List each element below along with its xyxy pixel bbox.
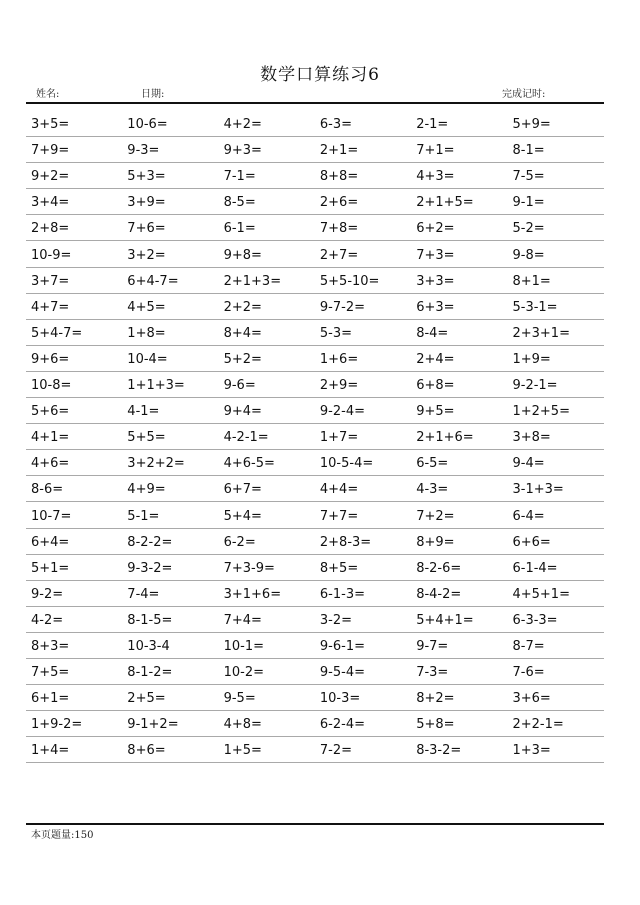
exercise-problem: 6+8= xyxy=(416,378,455,394)
exercise-problem: 9-8= xyxy=(512,247,545,263)
exercise-problem: 2+5= xyxy=(127,691,166,707)
exercise-problem: 2+3+1= xyxy=(512,325,570,341)
exercise-problem: 9-5-4= xyxy=(319,665,365,681)
exercise-problem: 1+7= xyxy=(319,430,359,446)
exercise-row xyxy=(26,163,604,189)
exercise-problem: 8-5= xyxy=(223,195,256,211)
exercise-row xyxy=(26,189,604,215)
exercise-row xyxy=(26,320,604,346)
exercise-problem: 7+3= xyxy=(416,247,455,263)
exercise-row xyxy=(26,685,604,711)
exercise-row xyxy=(26,607,604,633)
exercise-problem: 8-6= xyxy=(31,482,64,498)
exercise-problem: 8-2-2= xyxy=(127,534,173,550)
exercise-problem: 8-4-2= xyxy=(416,586,462,602)
exercise-problem: 3+2+2= xyxy=(127,456,185,472)
exercise-problem: 5-2= xyxy=(512,221,545,237)
exercise-problem: 2+2-1= xyxy=(512,717,564,733)
exercise-problem: 9-3-2= xyxy=(127,560,173,576)
exercise-problem: 6-1-4= xyxy=(512,560,558,576)
exercise-row xyxy=(26,581,604,607)
exercise-row xyxy=(26,137,604,163)
exercise-problem: 3-1+3= xyxy=(512,482,564,498)
exercise-problem: 7+9= xyxy=(31,143,70,159)
exercise-problem: 7+7= xyxy=(319,508,359,524)
exercise-problem: 6+1= xyxy=(31,691,70,707)
exercise-problem: 5+8= xyxy=(416,717,455,733)
exercise-problem: 5+1= xyxy=(31,560,70,576)
exercise-problem: 8+1= xyxy=(512,273,551,289)
exercise-problem: 8-1= xyxy=(512,143,545,159)
exercise-problem: 7-1= xyxy=(223,169,256,185)
exercise-row xyxy=(26,711,604,737)
exercise-problem: 9+5= xyxy=(416,404,455,420)
exercise-problem: 8-7= xyxy=(512,638,545,654)
exercise-problem: 7-6= xyxy=(512,665,545,681)
exercise-problem: 4+5= xyxy=(127,299,166,315)
exercise-problem: 3+6= xyxy=(512,691,551,707)
exercise-problem: 7+4= xyxy=(223,612,262,628)
exercise-problem: 9+8= xyxy=(223,247,262,263)
exercise-problem: 2+1= xyxy=(319,143,359,159)
exercise-problem: 4+3= xyxy=(416,169,455,185)
exercise-problem: 6+2= xyxy=(416,221,455,237)
exercise-problem: 4+1= xyxy=(31,430,70,446)
exercise-problem: 3+3= xyxy=(416,273,455,289)
exercise-row xyxy=(26,346,604,372)
exercise-problem: 10-2= xyxy=(223,665,264,681)
exercise-problem: 2-1= xyxy=(416,117,449,133)
exercise-problem: 8+4= xyxy=(223,325,262,341)
date-label: 日期: xyxy=(141,89,165,100)
exercise-problem: 9-1+2= xyxy=(127,717,179,733)
exercise-problem: 8+2= xyxy=(416,691,455,707)
exercise-problem: 9+3= xyxy=(223,143,262,159)
exercise-problem: 6+7= xyxy=(223,482,262,498)
exercise-problem: 9-2-1= xyxy=(512,378,558,394)
exercise-problem: 1+9= xyxy=(512,351,551,367)
exercise-problem: 9+2= xyxy=(31,169,70,185)
exercise-problem: 2+6= xyxy=(319,195,359,211)
exercise-row xyxy=(26,215,604,241)
exercise-problem: 5-1= xyxy=(127,508,160,524)
exercise-problem: 9-1= xyxy=(512,195,545,211)
exercise-problem: 2+7= xyxy=(319,247,359,263)
exercise-problem: 2+8= xyxy=(31,221,70,237)
exercise-problem: 5+9= xyxy=(512,117,551,133)
exercise-problem: 9-7-2= xyxy=(319,299,365,315)
exercise-problem: 1+3= xyxy=(512,743,551,759)
exercise-problem: 9-4= xyxy=(512,456,545,472)
exercise-problem: 2+8-3= xyxy=(319,534,372,550)
exercise-problem: 6+4= xyxy=(31,534,70,550)
exercise-problem: 7-2= xyxy=(319,743,353,759)
exercise-problem: 5+2= xyxy=(223,351,262,367)
name-label: 姓名: xyxy=(36,89,60,100)
exercise-problem: 7-4= xyxy=(127,586,160,602)
exercise-problem: 3+9= xyxy=(127,195,166,211)
exercise-problem: 9-7= xyxy=(416,638,449,654)
exercise-problem: 9+6= xyxy=(31,351,70,367)
exercise-problem: 7-5= xyxy=(512,169,545,185)
exercise-problem: 5+4+1= xyxy=(416,612,474,628)
exercise-problem: 3-2= xyxy=(319,612,353,628)
completion-time-label: 完成记时: xyxy=(502,89,546,100)
exercise-problem: 4+6= xyxy=(31,456,70,472)
exercise-problem: 7+6= xyxy=(127,221,166,237)
exercise-problem: 7+2= xyxy=(416,508,455,524)
exercise-row xyxy=(26,268,604,294)
exercise-problem: 4-3= xyxy=(416,482,449,498)
exercise-row xyxy=(26,424,604,450)
exercise-problem: 5+5= xyxy=(127,430,166,446)
exercise-problem: 6+3= xyxy=(416,299,455,315)
exercise-problem: 3+4= xyxy=(31,195,70,211)
exercise-problem: 4-1= xyxy=(127,404,160,420)
exercise-grid xyxy=(26,111,604,763)
exercise-problem: 3+8= xyxy=(512,430,551,446)
exercise-problem: 6+6= xyxy=(512,534,551,550)
exercise-problem: 9-2= xyxy=(31,586,64,602)
exercise-problem: 10-8= xyxy=(31,378,72,394)
exercise-problem: 8+6= xyxy=(127,743,166,759)
exercise-problem: 5+4-7= xyxy=(31,325,83,341)
exercise-problem: 6-3-3= xyxy=(512,612,558,628)
exercise-problem: 1+1+3= xyxy=(127,378,185,394)
exercise-row xyxy=(26,294,604,320)
exercise-row xyxy=(26,372,604,398)
exercise-row xyxy=(26,476,604,502)
exercise-problem: 2+1+6= xyxy=(416,430,474,446)
header-divider xyxy=(26,102,604,104)
exercise-problem: 1+6= xyxy=(319,351,359,367)
exercise-problem: 3+2= xyxy=(127,247,166,263)
exercise-problem: 6-2-4= xyxy=(319,717,365,733)
exercise-problem: 4+7= xyxy=(31,299,70,315)
exercise-problem: 10-7= xyxy=(31,508,72,524)
exercise-problem: 10-5-4= xyxy=(319,456,374,472)
exercise-problem: 8+8= xyxy=(319,169,359,185)
exercise-problem: 4+6-5= xyxy=(223,456,275,472)
exercise-problem: 1+4= xyxy=(31,743,70,759)
exercise-problem: 1+2+5= xyxy=(512,404,570,420)
exercise-problem: 9-2-4= xyxy=(319,404,365,420)
exercise-problem: 6-4= xyxy=(512,508,545,524)
exercise-problem: 9-5= xyxy=(223,691,256,707)
exercise-problem: 10-6= xyxy=(127,117,168,133)
question-count-label: 本页题量:150 xyxy=(31,830,94,841)
exercise-problem: 9-3= xyxy=(127,143,160,159)
exercise-problem: 1+5= xyxy=(223,743,262,759)
exercise-problem: 10-4= xyxy=(127,351,168,367)
exercise-problem: 6-3= xyxy=(319,117,353,133)
exercise-problem: 2+2= xyxy=(223,299,262,315)
exercise-problem: 3+7= xyxy=(31,273,70,289)
exercise-row xyxy=(26,111,604,137)
exercise-problem: 6+4-7= xyxy=(127,273,179,289)
exercise-problem: 2+4= xyxy=(416,351,455,367)
exercise-problem: 9+4= xyxy=(223,404,262,420)
exercise-problem: 6-5= xyxy=(416,456,449,472)
exercise-problem: 10-9= xyxy=(31,247,72,263)
exercise-problem: 9-6-1= xyxy=(319,638,365,654)
exercise-row xyxy=(26,633,604,659)
exercise-problem: 8-1-2= xyxy=(127,665,173,681)
exercise-problem: 5+5-10= xyxy=(319,273,380,289)
exercise-problem: 7-3= xyxy=(416,665,449,681)
exercise-problem: 7+8= xyxy=(319,221,359,237)
exercise-row xyxy=(26,737,604,763)
exercise-problem: 9-6= xyxy=(223,378,256,394)
exercise-row xyxy=(26,241,604,267)
exercise-problem: 2+1+5= xyxy=(416,195,474,211)
exercise-problem: 8-1-5= xyxy=(127,612,173,628)
exercise-problem: 6-1-3= xyxy=(319,586,365,602)
exercise-problem: 8-3-2= xyxy=(416,743,462,759)
exercise-row xyxy=(26,398,604,424)
exercise-problem: 8+9= xyxy=(416,534,455,550)
exercise-problem: 5+4= xyxy=(223,508,262,524)
exercise-problem: 5+3= xyxy=(127,169,166,185)
exercise-row xyxy=(26,450,604,476)
exercise-problem: 8+5= xyxy=(319,560,359,576)
exercise-problem: 10-3= xyxy=(319,691,361,707)
exercise-problem: 4-2-1= xyxy=(223,430,269,446)
exercise-problem: 7+1= xyxy=(416,143,455,159)
exercise-problem: 7+5= xyxy=(31,665,70,681)
exercise-problem: 6-1= xyxy=(223,221,256,237)
exercise-row xyxy=(26,659,604,685)
exercise-row xyxy=(26,555,604,581)
exercise-problem: 1+9-2= xyxy=(31,717,83,733)
footer-divider xyxy=(26,823,604,825)
exercise-problem: 1+8= xyxy=(127,325,166,341)
exercise-problem: 10-3-4 xyxy=(127,638,170,654)
exercise-problem: 4+9= xyxy=(127,482,166,498)
exercise-problem: 8+3= xyxy=(31,638,70,654)
exercise-row xyxy=(26,502,604,528)
exercise-problem: 4+5+1= xyxy=(512,586,570,602)
exercise-problem: 5-3= xyxy=(319,325,353,341)
exercise-problem: 8-2-6= xyxy=(416,560,462,576)
exercise-problem: 7+3-9= xyxy=(223,560,275,576)
exercise-problem: 4+4= xyxy=(319,482,359,498)
exercise-problem: 3+1+6= xyxy=(223,586,282,602)
exercise-problem: 4+2= xyxy=(223,117,262,133)
exercise-row xyxy=(26,529,604,555)
exercise-problem: 2+9= xyxy=(319,378,359,394)
exercise-problem: 4-2= xyxy=(31,612,64,628)
exercise-problem: 3+5= xyxy=(31,117,70,133)
exercise-problem: 5-3-1= xyxy=(512,299,558,315)
exercise-problem: 6-2= xyxy=(223,534,256,550)
page-title: 数学口算练习6 xyxy=(260,65,380,85)
exercise-problem: 5+6= xyxy=(31,404,70,420)
exercise-problem: 2+1+3= xyxy=(223,273,282,289)
exercise-problem: 10-1= xyxy=(223,638,264,654)
exercise-problem: 8-4= xyxy=(416,325,449,341)
exercise-problem: 4+8= xyxy=(223,717,262,733)
